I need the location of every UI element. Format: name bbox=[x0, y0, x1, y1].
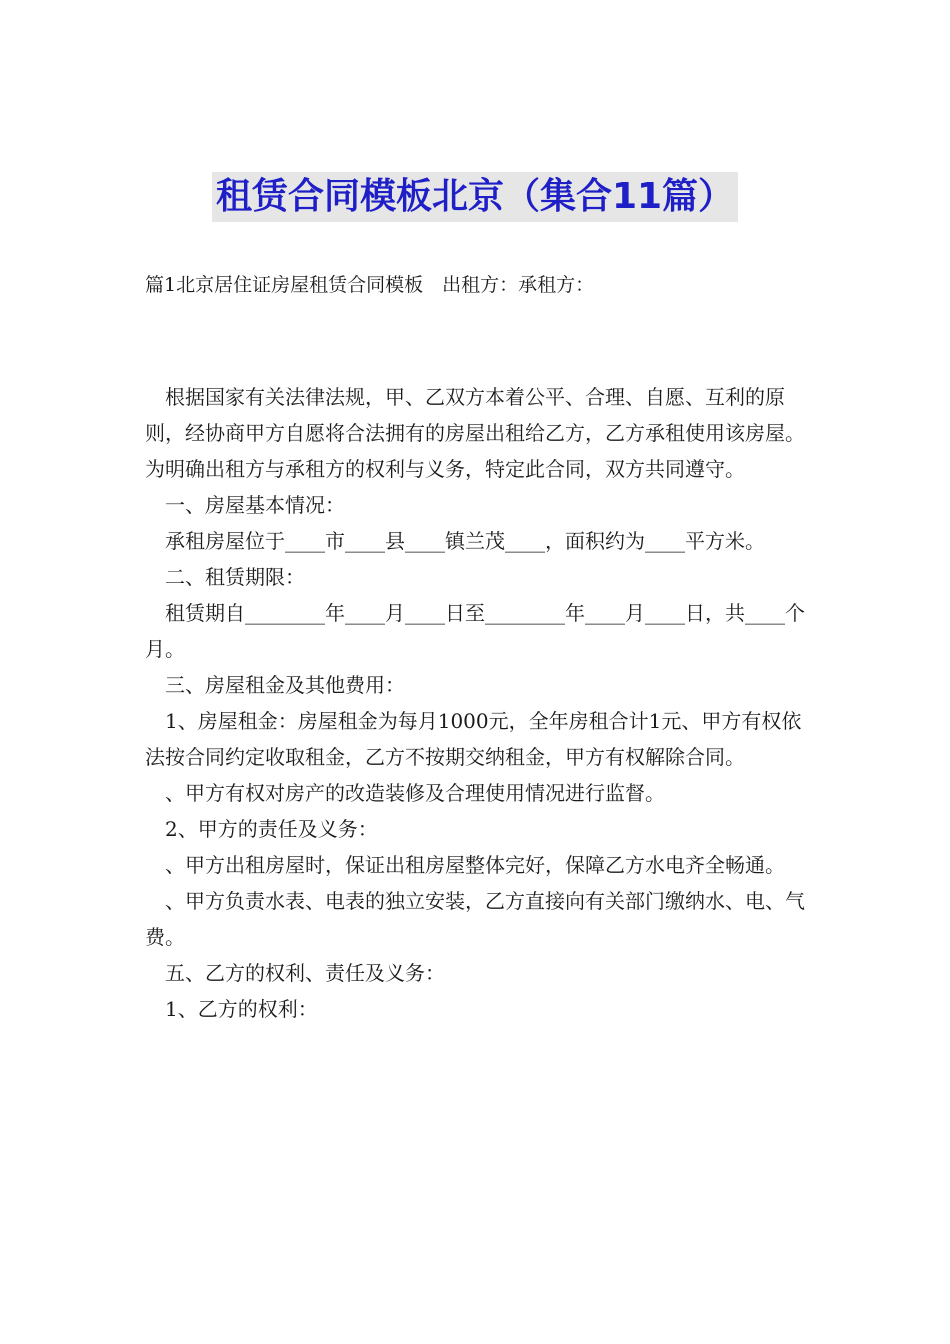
paragraph: 1、房屋租金：房屋租金为每月1000元，全年房租合计1元、甲方有权依法按合同约定收取租金，乙方不按期交纳租金，甲方有权解除合同。 bbox=[145, 709, 802, 769]
paragraph: 二、租赁期限： bbox=[145, 565, 305, 589]
paragraph: 租赁期自________年____月____日至________年____月____日，共____个月。 bbox=[145, 601, 805, 661]
paragraph: 、甲方负责水表、电表的独立安装，乙方直接向有关部门缴纳水、电、气费。 bbox=[145, 889, 805, 949]
paragraph: 2、甲方的责任及义务： bbox=[145, 817, 378, 841]
paragraph: 、甲方有权对房产的改造装修及合理使用情况进行监督。 bbox=[145, 781, 665, 805]
document-title: 租赁合同模板北京（集合11篇） bbox=[212, 172, 738, 222]
document-subtitle: 篇1北京居住证房屋租赁合同模板 出租方：承租方： bbox=[145, 274, 595, 296]
paragraph: 、甲方出租房屋时，保证出租房屋整体完好，保障乙方水电齐全畅通。 bbox=[145, 853, 785, 877]
paragraph: 1、乙方的权利： bbox=[145, 997, 318, 1021]
paragraph: 三、房屋租金及其他费用： bbox=[145, 673, 405, 697]
paragraph: 承租房屋位于____市____县____镇兰茂____，面积约为____平方米。 bbox=[145, 529, 765, 553]
paragraph: 一、房屋基本情况： bbox=[145, 493, 345, 517]
paragraph: 根据国家有关法律法规，甲、乙双方本着公平、合理、自愿、互利的原则，经协商甲方自愿将合法拥有的房屋出租给乙方，乙方承租使用该房屋。为明确出租方与承租方的权利与义务，特定此合同，双方共同遵守。 bbox=[145, 385, 805, 481]
document-body bbox=[145, 379, 809, 1027]
title-wrapper bbox=[0, 172, 950, 222]
paragraph: 五、乙方的权利、责任及义务： bbox=[145, 961, 445, 985]
